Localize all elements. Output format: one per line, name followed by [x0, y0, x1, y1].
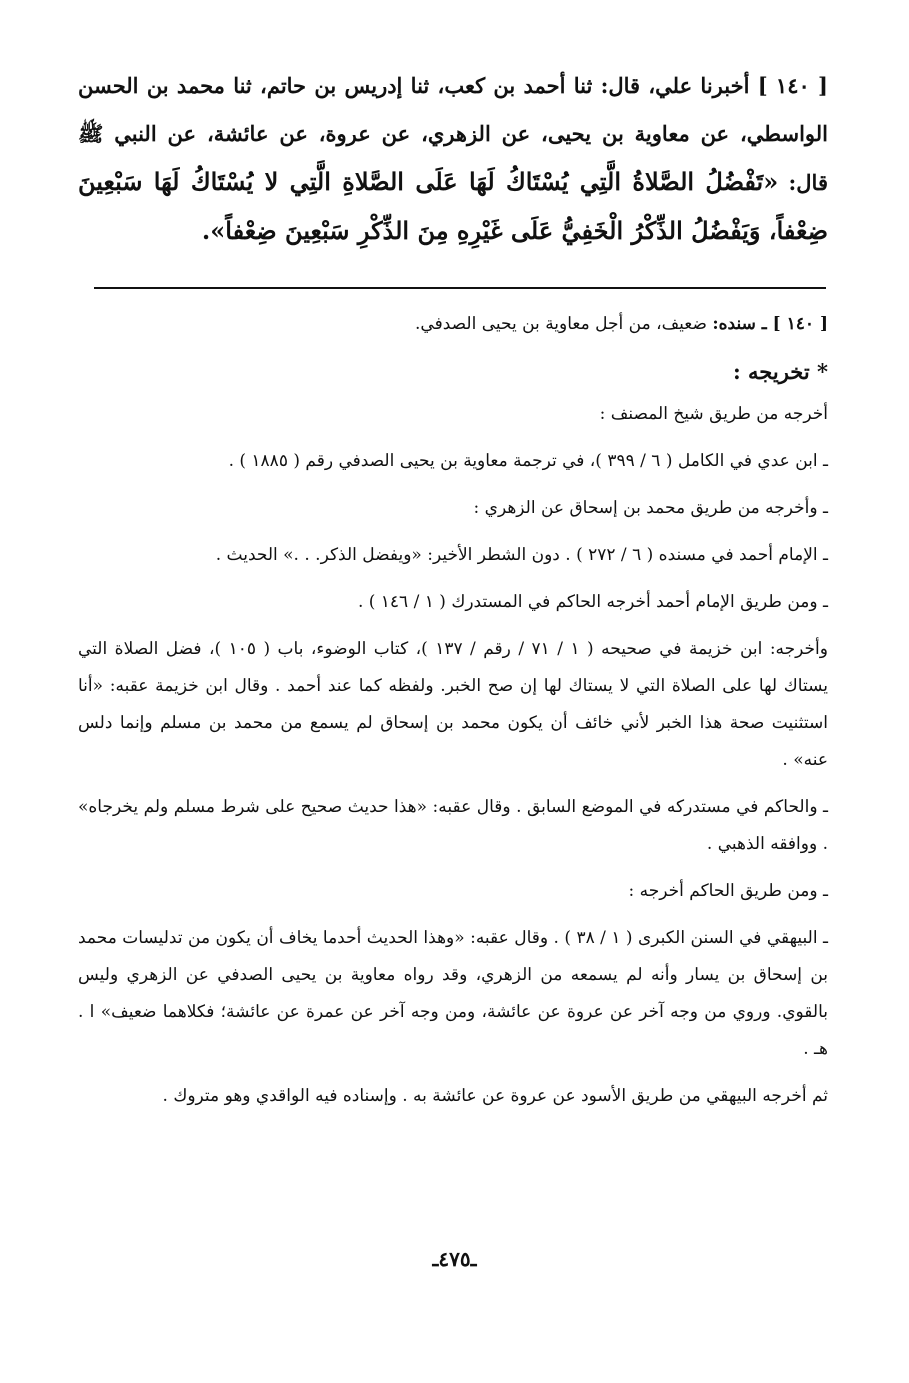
hadith-isnad-line-1: [ ١٤٠ ] أخبرنا علي، قال: ثنا أحمد بن كعب، ثنا إدريس بن حاتم، ثنا محمد بن	[146, 73, 828, 98]
takhrij-paragraph-10: ثم أخرجه البيهقي من طريق الأسود عن عروة عن عائشة به . وإسناده فيه الواقدي وهو متروك .	[162, 1086, 828, 1106]
footnotes	[78, 306, 828, 1125]
sanad-note	[78, 306, 828, 343]
takhrij-paragraph-8: ـ ومن طريق الحاكم أخرجه :	[628, 881, 828, 901]
takhrij-paragraph-5: ـ ومن طريق الإمام أحمد أخرجه الحاكم في المستدرك ( ١ / ١٤٦ ) .	[357, 592, 828, 612]
hadith-matn-prefix: قال:	[778, 170, 828, 195]
hadith-block	[78, 62, 828, 256]
hadith-text	[78, 62, 828, 256]
hadith-matn: «تَفْضُلُ الصَّلاةُ الَّتِي يُسْتَاكُ لَهَا عَلَى الصَّلاةِ الَّتِي لا يُسْتَاكُ لَهَا سَبْعِينَ ضِعْفاً، وَيَفْضُلُ الذِّكْرُ الْخَفِيُّ عَلَى غَيْرِهِ مِنَ الذِّكْرِ سَبْعِينَ ضِعْفاً».	[78, 167, 828, 245]
takhrij-paragraph-9: ـ البيهقي في السنن الكبرى ( ١ / ٣٨ ) . وقال عقبه: «وهذا الحديث أحدما يخاف أن يكون من تدليسات محمد بن إسحاق بن يسار وأنه لم يسمعه من الزهري، وقد رواه معاوية بن يحيى الصدفي عن الزهري وليس بالقوي. وروي من وجه آخر عن عروة عن عائشة، ومن وجه آخر عن عمرة عن عائشة؛ فكلاهما ضعيف» ا . هـ .	[78, 928, 829, 1059]
takhrij-paragraph-2: ـ ابن عدي في الكامل ( ٦ / ٣٩٩ )، في ترجمة معاوية بن يحيى الصدفي رقم ( ١٨٨٥ ) .	[228, 451, 828, 471]
sanad-text: ضعيف، من أجل معاوية بن يحيى الصدفي.	[415, 314, 713, 334]
takhrij-paragraph-7: ـ والحاكم في مستدركه في الموضع السابق . وقال عقبه: «هذا حديث صحيح على شرط مسلم ولم يخرجاه» . ووافقه الذهبي .	[78, 797, 828, 854]
page-number: ـ٤٧٥ـ	[432, 1247, 477, 1271]
takhrij-paragraph-1: أخرجه من طريق شيخ المصنف :	[599, 404, 828, 424]
takhrij-paragraph-3: ـ وأخرجه من طريق محمد بن إسحاق عن الزهري :	[473, 498, 828, 518]
takhrij-paragraph-4: ـ الإمام أحمد في مسنده ( ٦ / ٢٧٢ ) . دون الشطر الأخير: «ويفضل الذكر. . .» الحديث .	[215, 545, 828, 565]
takhrij-title: * تخريجه :	[732, 359, 828, 384]
footnote-divider	[94, 287, 826, 289]
takhrij-paragraph-6: وأخرجه: ابن خزيمة في صحيحه ( ١ / ٧١ / رقم / ١٣٧ )، كتاب الوضوء، باب ( ١٠٥ )، فضل الصلاة التي يستاك لها على الصلاة التي لا يستاك لها إن صح الخبر. ولفظه كما عند أحمد . وقال ابن خزيمة عقبه: «أنا استثنيت صحة هذا الخبر لأني خائف أن يكون محمد بن إسحاق لم يسمع من محمد بن مسلم وإنما دلس عنه» .	[78, 639, 828, 770]
hadith-isnad-line-2: الحسن الواسطي، عن معاوية بن يحيى، عن الزهري، عن عروة، عن عائشة، عن النبي ﷺ	[78, 73, 828, 146]
sanad-heading: [ ١٤٠ ] ـ سنده:	[712, 314, 828, 334]
